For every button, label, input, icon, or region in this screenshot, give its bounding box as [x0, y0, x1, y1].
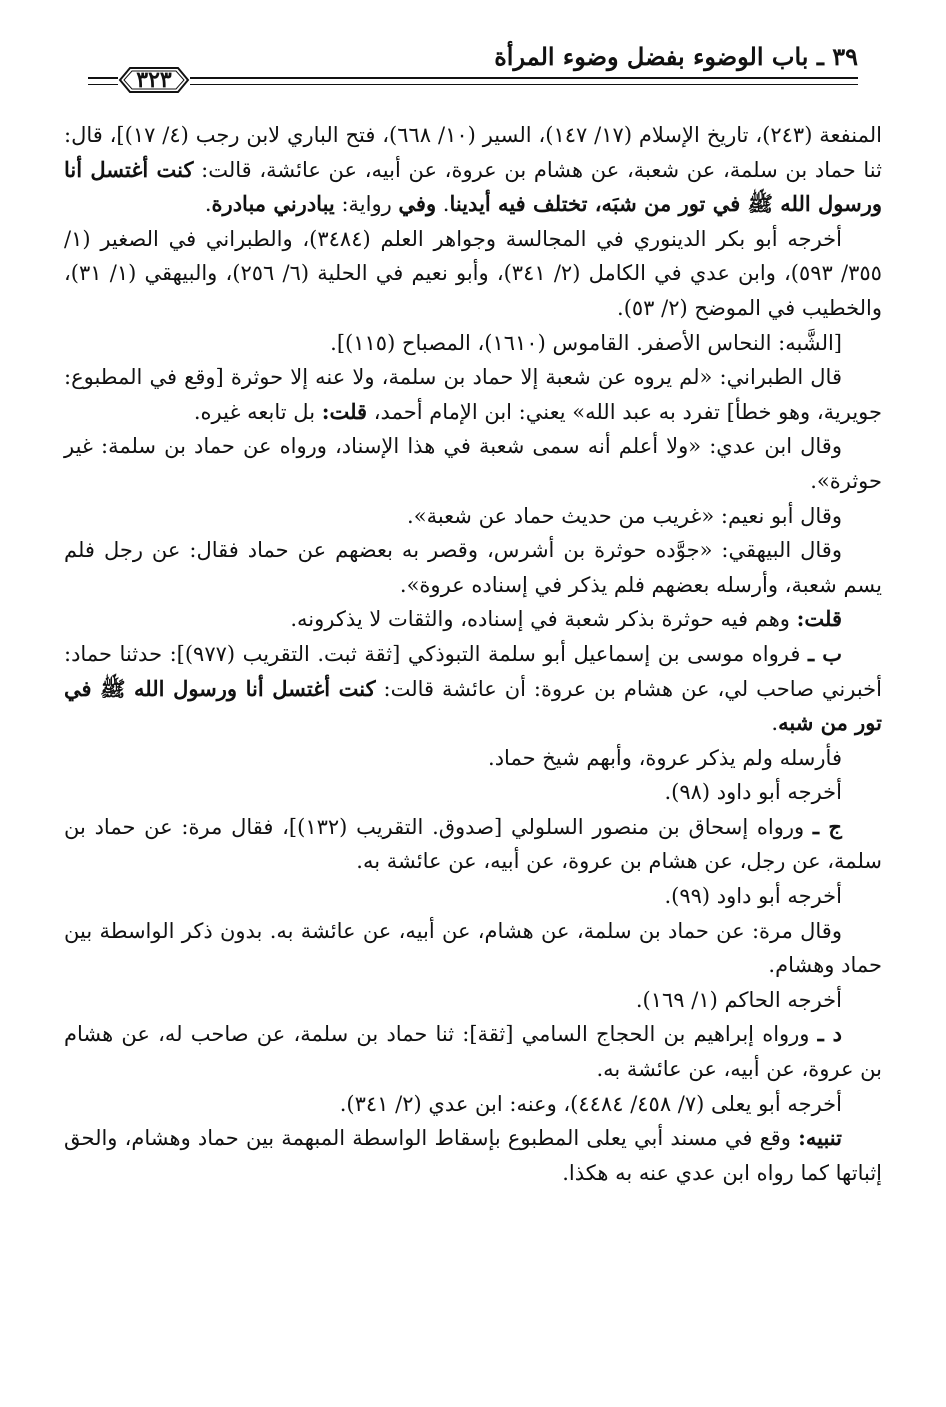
bold-text-segment: وفي [398, 191, 437, 217]
bold-text-segment: كنت أغتسل أنا ورسول الله ﷺ في تور من شبَه، تختلف فيه أيدينا [64, 156, 882, 217]
text-segment: وقال ابن عدي: «ولا أعلم أنه سمى شعبة في هذا الإسناد، ورواه عن حماد بن سلمة: غير حوثرة». [64, 434, 882, 493]
text-segment: وقال البيهقي: «جوَّده حوثرة بن أشرس، وقصر به بعضهم عن حماد فقال: عن رجل فلم يسم شعبة، وأرسله بعضهم فلم يذكر في إسناده عروة». [64, 538, 882, 597]
text-segment: أخرجه أبو يعلى (٧/ ٤٥٨/ ٤٤٨٤)، وعنه: ابن عدي (٢/ ٣٤١). [339, 1091, 842, 1116]
chapter-title: ٣٩ ـ باب الوضوء بفضل وضوء المرأة [494, 42, 858, 71]
text-segment: ورواه إبراهيم بن الحجاج السامي [ثقة]: ثنا حماد بن سلمة، عن صاحب له، عن هشام بن عروة، عن أبيه، عن عائشة به. [64, 1022, 882, 1082]
paragraph [64, 499, 882, 534]
paragraph [64, 775, 882, 810]
text-segment: ورواه إسحاق بن منصور السلولي [صدوق. التقريب (١٣٢)]، فقال مرة: عن حماد بن سلمة، عن رجل، عن هشام بن عروة، عن أبيه، عن عائشة به. [64, 814, 882, 874]
header-rule-left-thin [88, 84, 118, 85]
page-number: ٣٢٣ [136, 67, 172, 93]
text-segment: أخرجه أبو داود (٩٩). [664, 884, 842, 909]
paragraph [64, 741, 882, 776]
paragraph [64, 1121, 882, 1190]
paragraph [64, 983, 882, 1018]
text-segment: فأرسله ولم يذكر عروة، وأبهم شيخ حماد. [488, 745, 842, 770]
text-segment: أخرجه الحاكم (١/ ١٦٩). [635, 987, 842, 1012]
paragraph [64, 429, 882, 498]
text-segment: . [771, 711, 779, 736]
paragraph [64, 326, 882, 361]
bold-text-segment: قلت: [796, 606, 842, 632]
text-segment: وهم فيه حوثرة بذكر شعبة في إسناده، والثقات لا يذكرونه. [290, 607, 797, 632]
bold-text-segment: ب ـ [807, 640, 843, 666]
text-segment: المنفعة (٢٤٣)، تاريخ الإسلام (١٧/ ١٤٧)، السير (١٠/ ٦٦٨)، فتح الباري لابن رجب (٤/ ١٧)]، قال: ثنا حماد بن سلمة، عن شعبة، عن هشام بن عروة، عن أبيه، عن عائشة، قالت: [64, 123, 883, 182]
page-header [88, 34, 858, 104]
text-segment: فرواه موسى بن إسماعيل أبو سلمة التبوذكي [ثقة ثبت. التقريب (٩٧٧)]: حدثنا حماد: أخبرني صاحب لي، عن هشام بن عروة: أن عائشة قالت: [64, 641, 882, 701]
text-segment: أخرجه أبو داود (٩٨). [664, 780, 842, 805]
paragraph [64, 879, 882, 914]
paragraph [64, 222, 882, 326]
text-segment: وقع في مسند أبي يعلى المطبوع بإسقاط الواسطة المبهمة بين حماد وهشام، والحق إثباتها كما رواه ابن عدي عنه به هكذا. [64, 1126, 882, 1185]
paragraph [64, 602, 882, 637]
paragraph [64, 1017, 882, 1086]
paragraph [64, 360, 882, 429]
header-rule [188, 77, 858, 79]
paragraph [64, 637, 882, 741]
text-segment: [الشَّبه: النحاس الأصفر. القاموس (١٦١٠)، المصباح (١١٥)]. [330, 330, 842, 355]
page-number-frame [118, 65, 190, 95]
text-segment: رواية: [334, 192, 399, 217]
paragraph [64, 1087, 882, 1122]
text-segment: وقال مرة: عن حماد بن سلمة، عن هشام، عن أبيه، عن عائشة به. بدون ذكر الواسطة بين حماد وهشام. [64, 918, 882, 978]
text-segment: بل تابعه غيره. [193, 399, 322, 424]
text-segment: أخرجه أبو بكر الدينوري في المجالسة وجواهر العلم (٣٤٨٤)، والطبراني في الصغير (١/ ٣٥٥/ ٥٩٣)، وابن عدي في الكامل (٢/ ٣٤١)، وأبو نعيم في الحلية (٦/ ٢٥٦)، والبيهقي (١/ ٣١)، والخطيب في الموضح (٢/ ٥٣). [64, 226, 882, 320]
bold-text-segment: كنت أغتسل أنا ورسول الله ﷺ في تور من شبه [64, 675, 882, 736]
paragraph [64, 810, 882, 879]
text-segment: . [436, 192, 450, 217]
text-segment: . [204, 192, 212, 217]
bold-text-segment: تنبيه: [798, 1125, 842, 1151]
header-rule-left [88, 77, 118, 79]
text-segment: قال الطبراني: «لم يروه عن شعبة إلا حماد بن سلمة، ولا عنه إلا حوثرة [وقع في المطبوع: جويرية، وهو خطأ] تفرد به عبد الله» يعني: ابن الإمام أحمد، [64, 365, 882, 424]
paragraph [64, 533, 882, 602]
bold-text-segment: ج ـ [812, 813, 842, 839]
bold-text-segment: قلت: [321, 398, 368, 424]
page-body [64, 118, 882, 1190]
text-segment: وقال أبو نعيم: «غريب من حديث حماد عن شعبة». [407, 503, 842, 528]
bold-text-segment: يبادرني مبادرة [211, 191, 335, 217]
header-rule-thin [188, 84, 858, 85]
paragraph [64, 914, 882, 983]
paragraph [64, 118, 882, 222]
bold-text-segment: د ـ [817, 1021, 842, 1047]
